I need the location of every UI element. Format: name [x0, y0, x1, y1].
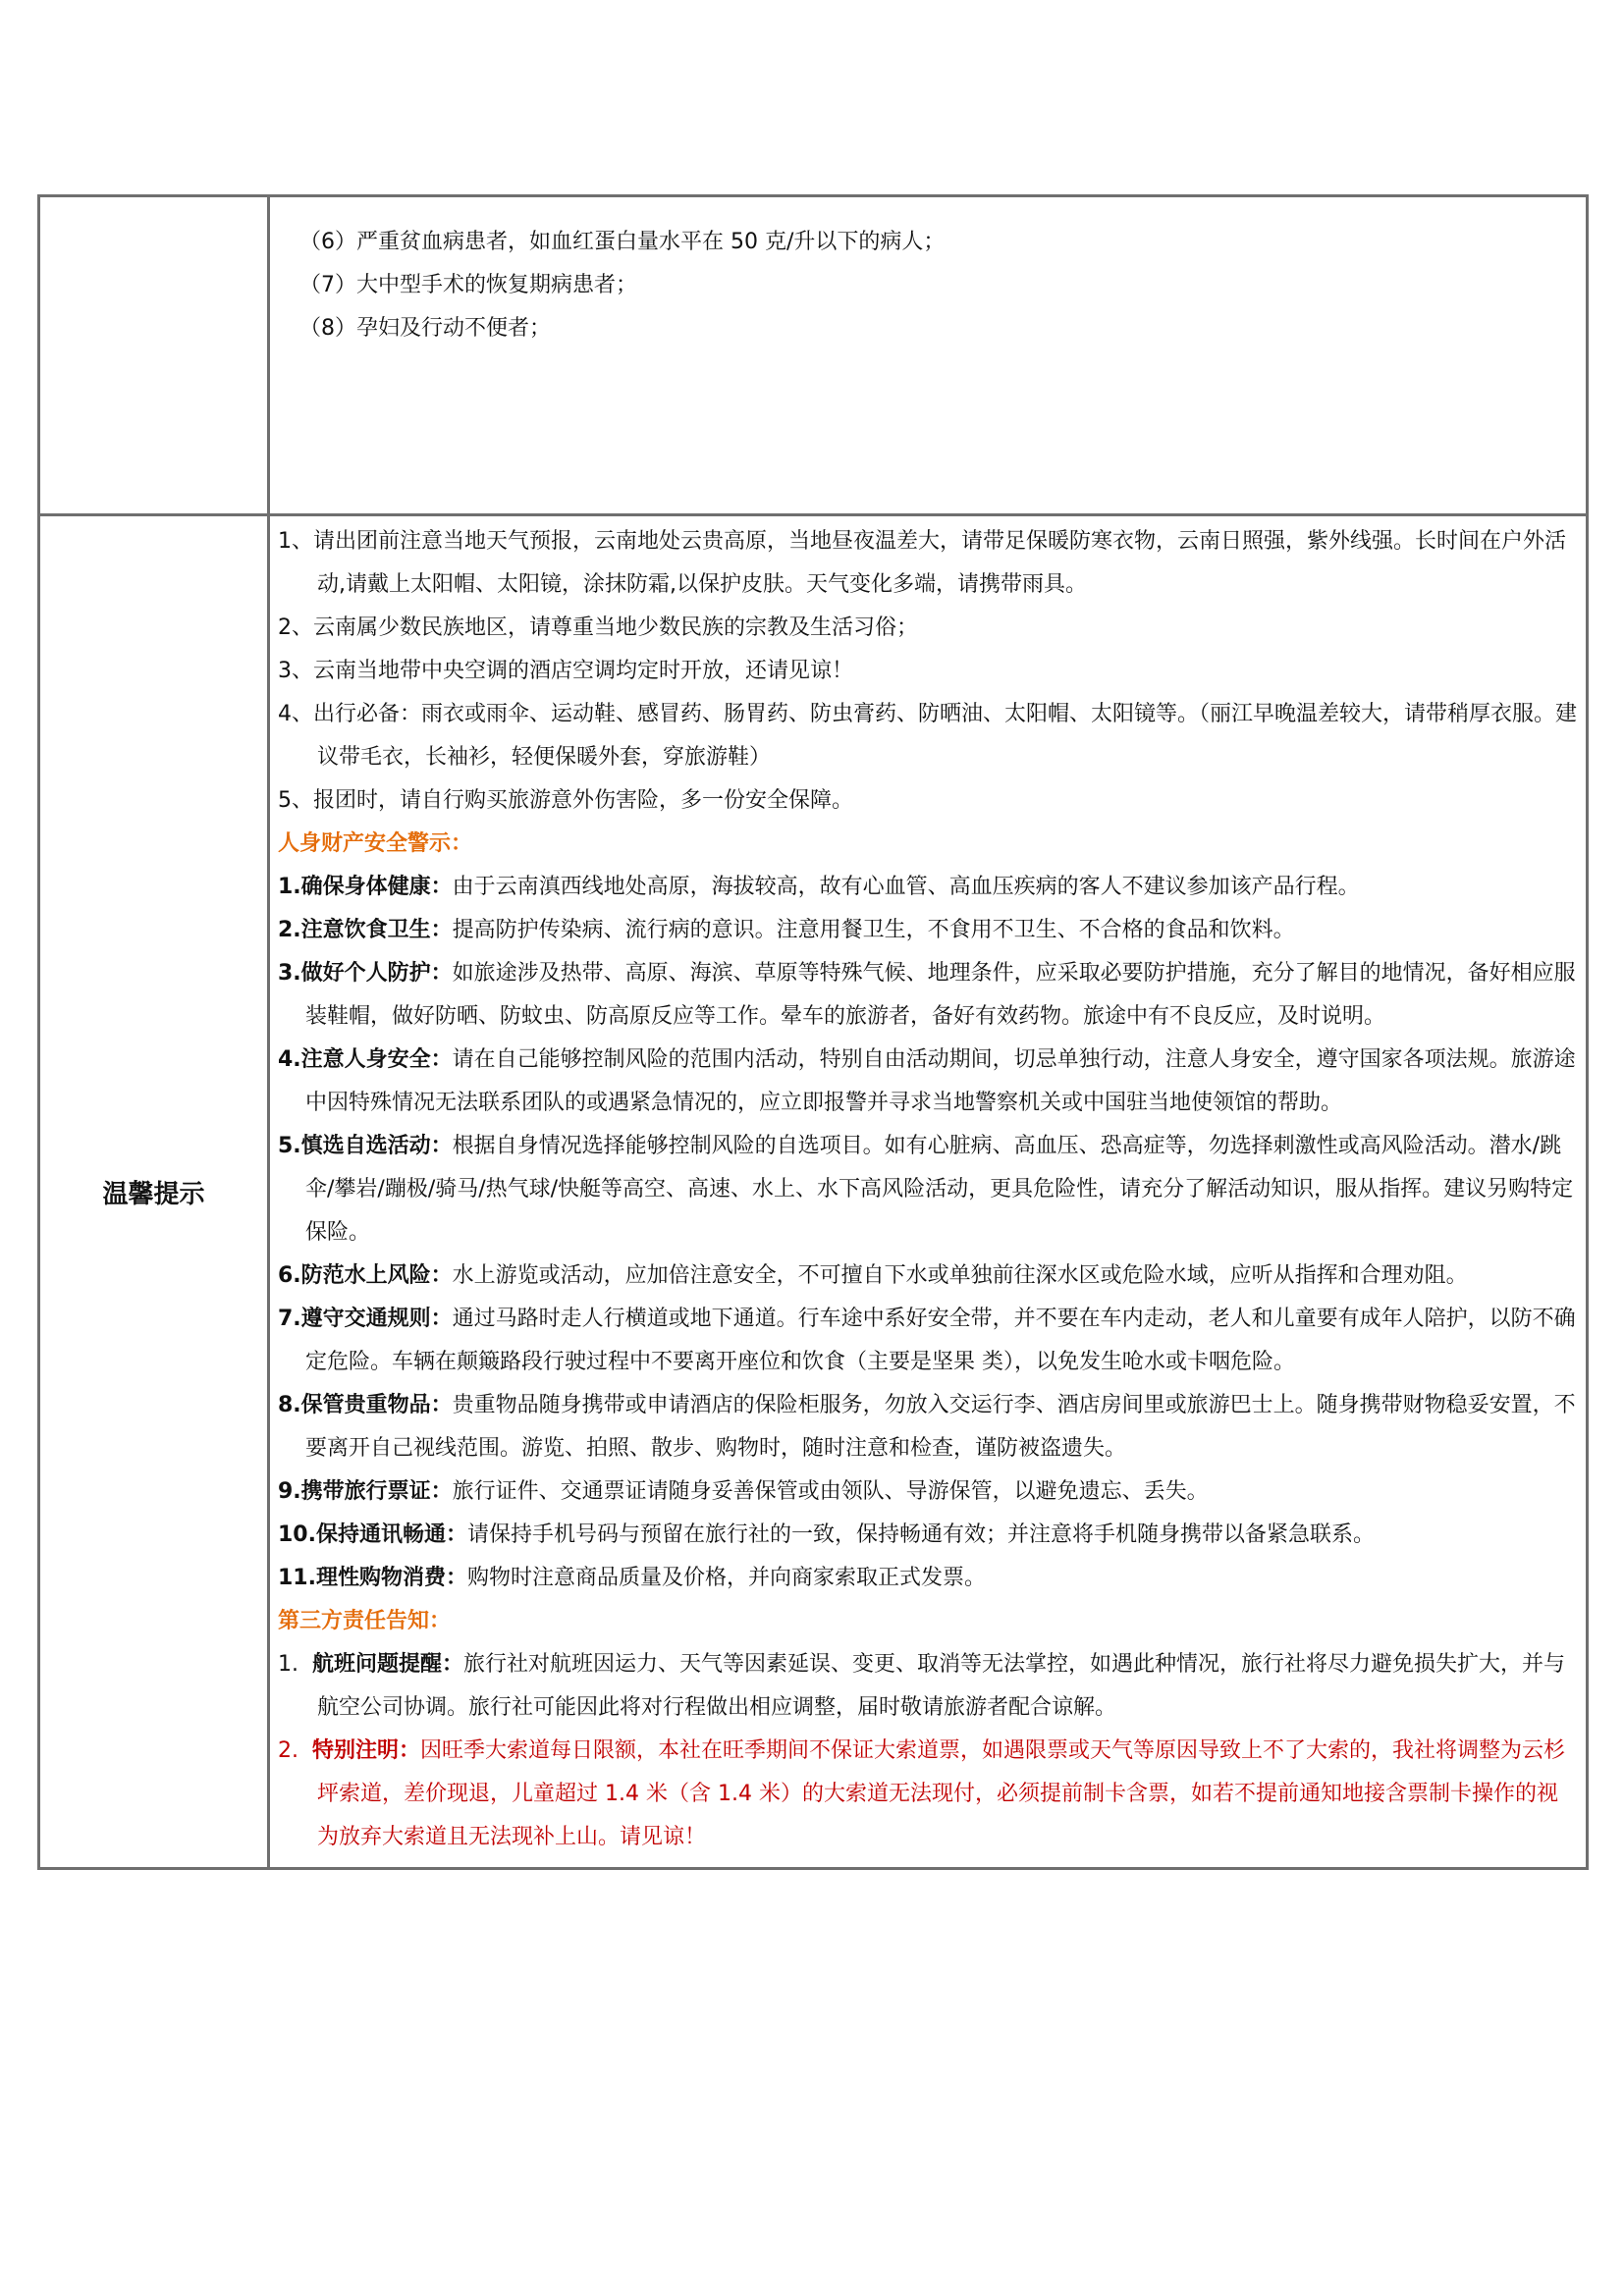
safety-item [278, 1557, 1578, 1600]
safety-item-title: 1.确保身体健康： [278, 875, 453, 899]
list-item: （8）孕妇及行动不便者； [299, 316, 551, 341]
tips-content-cell [269, 515, 1588, 1869]
top-content-cell [269, 196, 1588, 515]
item-number: 1. [278, 1652, 298, 1677]
safety-item [278, 1125, 1578, 1255]
safety-item-text: 由于云南滇西线地处高原，海拔较高，故有心血管、高血压疾病的客人不建议参加该产品行程。 [452, 875, 1360, 899]
third-party-item [278, 1643, 1578, 1730]
safety-item-text: 购物时注意商品质量及价格，并向商家索取正式发票。 [466, 1566, 986, 1590]
safety-item [278, 952, 1578, 1039]
safety-item-title: 10.保持通讯畅通： [278, 1522, 467, 1547]
safety-item [278, 866, 1578, 909]
safety-item [278, 1039, 1578, 1125]
safety-item-text: 旅行证件、交通票证请随身妥善保管或由领队、导游保管，以避免遗忘、丢失。 [452, 1479, 1209, 1504]
safety-item-text: 请在自己能够控制风险的范围内活动，特别自由活动期间，切忌单独行动，注意人身安全，遵守国家各项法规。旅游途中因特殊情况无法联系团队的或遇紧急情况的，应立即报警并寻求当地警察机关或中国驻当地使领馆的帮助。 [305, 1047, 1576, 1115]
safety-item-text: 水上游览或活动，应加倍注意安全，不可擅自下水或单独前往深水区或危险水域，应听从指挥和合理劝阻。 [452, 1263, 1468, 1288]
safety-item-text: 根据自身情况选择能够控制风险的自选项目。如有心脏病、高血压、恐高症等，勿选择刺激性或高风险活动。潜水/跳伞/攀岩/蹦极/骑马/热气球/快艇等高空、高速、水上、水下高风险活动，更具危险性，请充分了解活动知识，服从指挥。建议另购特定保险。 [305, 1134, 1574, 1245]
safety-item-text: 贵重物品随身携带或申请酒店的保险柜服务，勿放入交运行李、酒店房间里或旅游巴士上。随身携带财物稳妥安置，不要离开自己视线范围。游览、拍照、散步、购物时，随时注意和检查，谨防被盗遗失。 [305, 1393, 1576, 1461]
list-item: （7）大中型手术的恢复期病患者； [299, 273, 637, 297]
third-party-item-title: 特别注明： [312, 1738, 421, 1763]
general-tip: 3、云南当地带中央空调的酒店空调均定时开放，还请见谅！ [278, 659, 853, 683]
third-party-item-title: 航班问题提醒： [312, 1652, 464, 1677]
third-party-item-text: 旅行社对航班因运力、天气等因素延误、变更、取消等无法掌控，如遇此种情况，旅行社将尽力避免损失扩大，并与航空公司协调。旅行社可能因此将对行程做出相应调整，届时敬请旅游者配合谅解。 [317, 1652, 1566, 1720]
tips-table [37, 194, 1589, 1870]
empty-label-cell [39, 196, 269, 515]
list-item: （6）严重贫血病患者，如血红蛋白量水平在 50 克/升以下的病人； [299, 230, 946, 254]
safety-item [278, 1298, 1578, 1384]
safety-heading: 人身财产安全警示： [278, 831, 473, 856]
safety-item [278, 1384, 1578, 1470]
safety-item-text: 如旅途涉及热带、高原、海滨、草原等特殊气候、地理条件，应采取必要防护措施，充分了解目的地情况，备好相应服装鞋帽，做好防晒、防蚊虫、防高原反应等工作。晕车的旅游者，备好有效药物。旅途中有不良反应，及时说明。 [305, 961, 1576, 1029]
item-number: 2. [278, 1738, 298, 1763]
third-party-item [278, 1730, 1578, 1859]
table-row [39, 515, 1588, 1869]
safety-item-title: 3.做好个人防护： [278, 961, 453, 986]
safety-item-title: 7.遵守交通规则： [278, 1307, 453, 1331]
general-tip: 5、报团时，请自行购买旅游意外伤害险，多一份安全保障。 [278, 788, 853, 813]
table-row [39, 196, 1588, 515]
safety-item-title: 5.慎选自选活动： [278, 1134, 453, 1158]
section-label: 温馨提示 [102, 1179, 205, 1209]
safety-item-text: 请保持手机号码与预留在旅行社的一致，保持畅通有效；并注意将手机随身携带以备紧急联系。 [466, 1522, 1375, 1547]
safety-item [278, 1255, 1578, 1298]
safety-item [278, 909, 1578, 952]
safety-item-title: 2.注意饮食卫生： [278, 918, 453, 942]
safety-item-title: 9.携带旅行票证： [278, 1479, 453, 1504]
safety-item-title: 4.注意人身安全： [278, 1047, 453, 1072]
safety-item [278, 1514, 1578, 1557]
safety-item [278, 1470, 1578, 1514]
general-tip: 4、出行必备：雨衣或雨伞、运动鞋、感冒药、肠胃药、防虫膏药、防晒油、太阳帽、太阳镜等。（丽江早晚温差较大，请带稍厚衣服。建议带毛衣，长袖衫，轻便保暖外套，穿旅游鞋） [278, 702, 1578, 770]
general-tip: 2、云南属少数民族地区，请尊重当地少数民族的宗教及生活习俗； [278, 615, 918, 640]
safety-item-text: 提高防护传染病、流行病的意识。注意用餐卫生，不食用不卫生、不合格的食品和饮料。 [452, 918, 1295, 942]
general-tip: 1、请出团前注意当地天气预报，云南地处云贵高原，当地昼夜温差大，请带足保暖防寒衣物，云南日照强，紫外线强。长时间在户外活动,请戴上太阳帽、太阳镜，涂抹防霜,以保护皮肤。天气变化多端，请携带雨具。 [278, 529, 1567, 597]
safety-item-title: 6.防范水上风险： [278, 1263, 453, 1288]
safety-item-text: 通过马路时走人行横道或地下通道。行车途中系好安全带，并不要在车内走动，老人和儿童要有成年人陪护，以防不确定危险。车辆在颠簸路段行驶过程中不要离开座位和饮食（主要是坚果 类），以免发生呛水或卡咽危险。 [305, 1307, 1576, 1374]
third-party-item-text: 因旺季大索道每日限额，本社在旺季期间不保证大索道票，如遇限票或天气等原因导致上不了大索的，我社将调整为云杉坪索道，差价现退，儿童超过 1.4 米（含 1.4 米）的大索道无法现付，必须提前制卡含票，如若不提前通知地接含票制卡操作的视为放弃大索道且无法现补上山。请见谅！ [317, 1738, 1566, 1849]
safety-item-title: 11.理性购物消费： [278, 1566, 467, 1590]
section-label-cell [39, 515, 269, 1869]
safety-item-title: 8.保管贵重物品： [278, 1393, 453, 1417]
third-party-heading: 第三方责任告知： [278, 1609, 452, 1633]
